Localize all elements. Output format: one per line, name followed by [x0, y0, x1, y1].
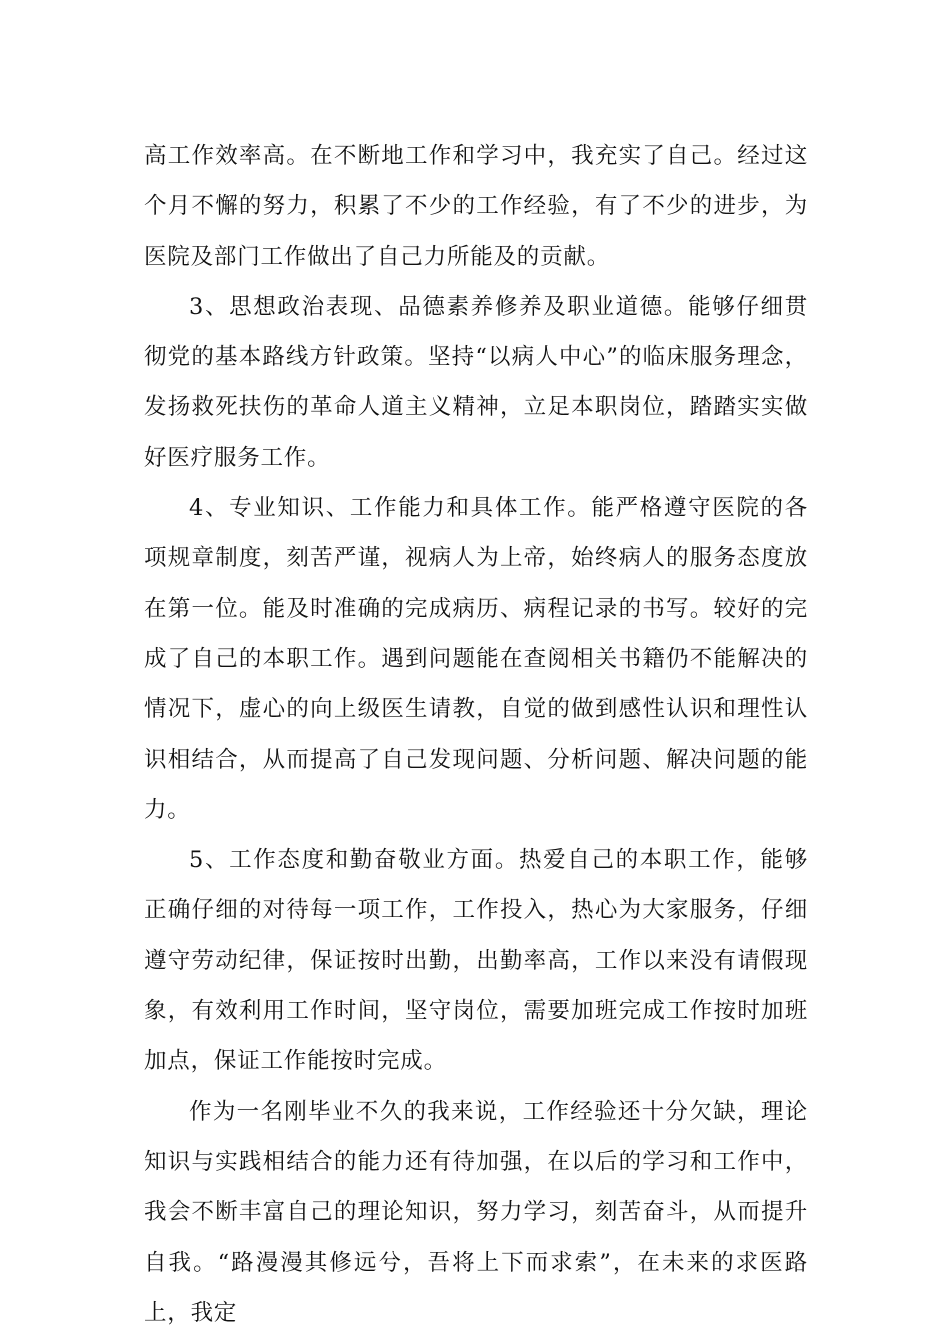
- paragraph-professional-knowledge: 4、专业知识、工作能力和具体工作。能严格遵守医院的各项规章制度，刻苦严谨，视病人为上帝，始终病人的服务态度放在第一位。能及时准确的完成病历、病程记录的书写。较好的完成了自己的本职工作。遇到问题能在查阅相关书籍仍不能解决的情况下，虚心的向上级医生请教，自觉的做到感性认识和理性认识相结合，从而提高了自己发现问题、分析问题、解决问题的能力。: [144, 495, 808, 823]
- paragraph-political-ethics: 3、思想政治表现、品德素养修养及职业道德。能够仔细贯彻党的基本路线方针政策。坚持“以病人中心”的临床服务理念，发扬救死扶伤的革命人道主义精神，立足本职岗位，踏踏实实做好医疗服务工作。: [144, 293, 808, 471]
- paragraph-self-improvement: 作为一名刚毕业不久的我来说，工作经验还十分欠缺，理论知识与实践相结合的能力还有待加强，在以后的学习和工作中，我会不断丰富自己的理论知识，努力学习，刻苦奋斗，从而提升自我。“路漫漫其修远兮，吾将上下而求索”，在未来的求医路上，我定: [144, 1098, 808, 1326]
- paragraph-work-attitude: 5、工作态度和勤奋敬业方面。热爱自己的本职工作，能够正确仔细的对待每一项工作，工作投入，热心为大家服务，仔细遵守劳动纪律，保证按时出勤，出勤率高，工作以来没有请假现象，有效利用工作时间，坚守岗位，需要加班完成工作按时加班加点，保证工作能按时完成。: [144, 847, 808, 1075]
- paragraph-work-efficiency: 高工作效率高。在不断地工作和学习中，我充实了自己。经过这个月不懈的努力，积累了不少的工作经验，有了不少的进步，为医院及部门工作做出了自己力所能及的贡献。: [144, 143, 808, 270]
- document-body: [144, 131, 808, 1338]
